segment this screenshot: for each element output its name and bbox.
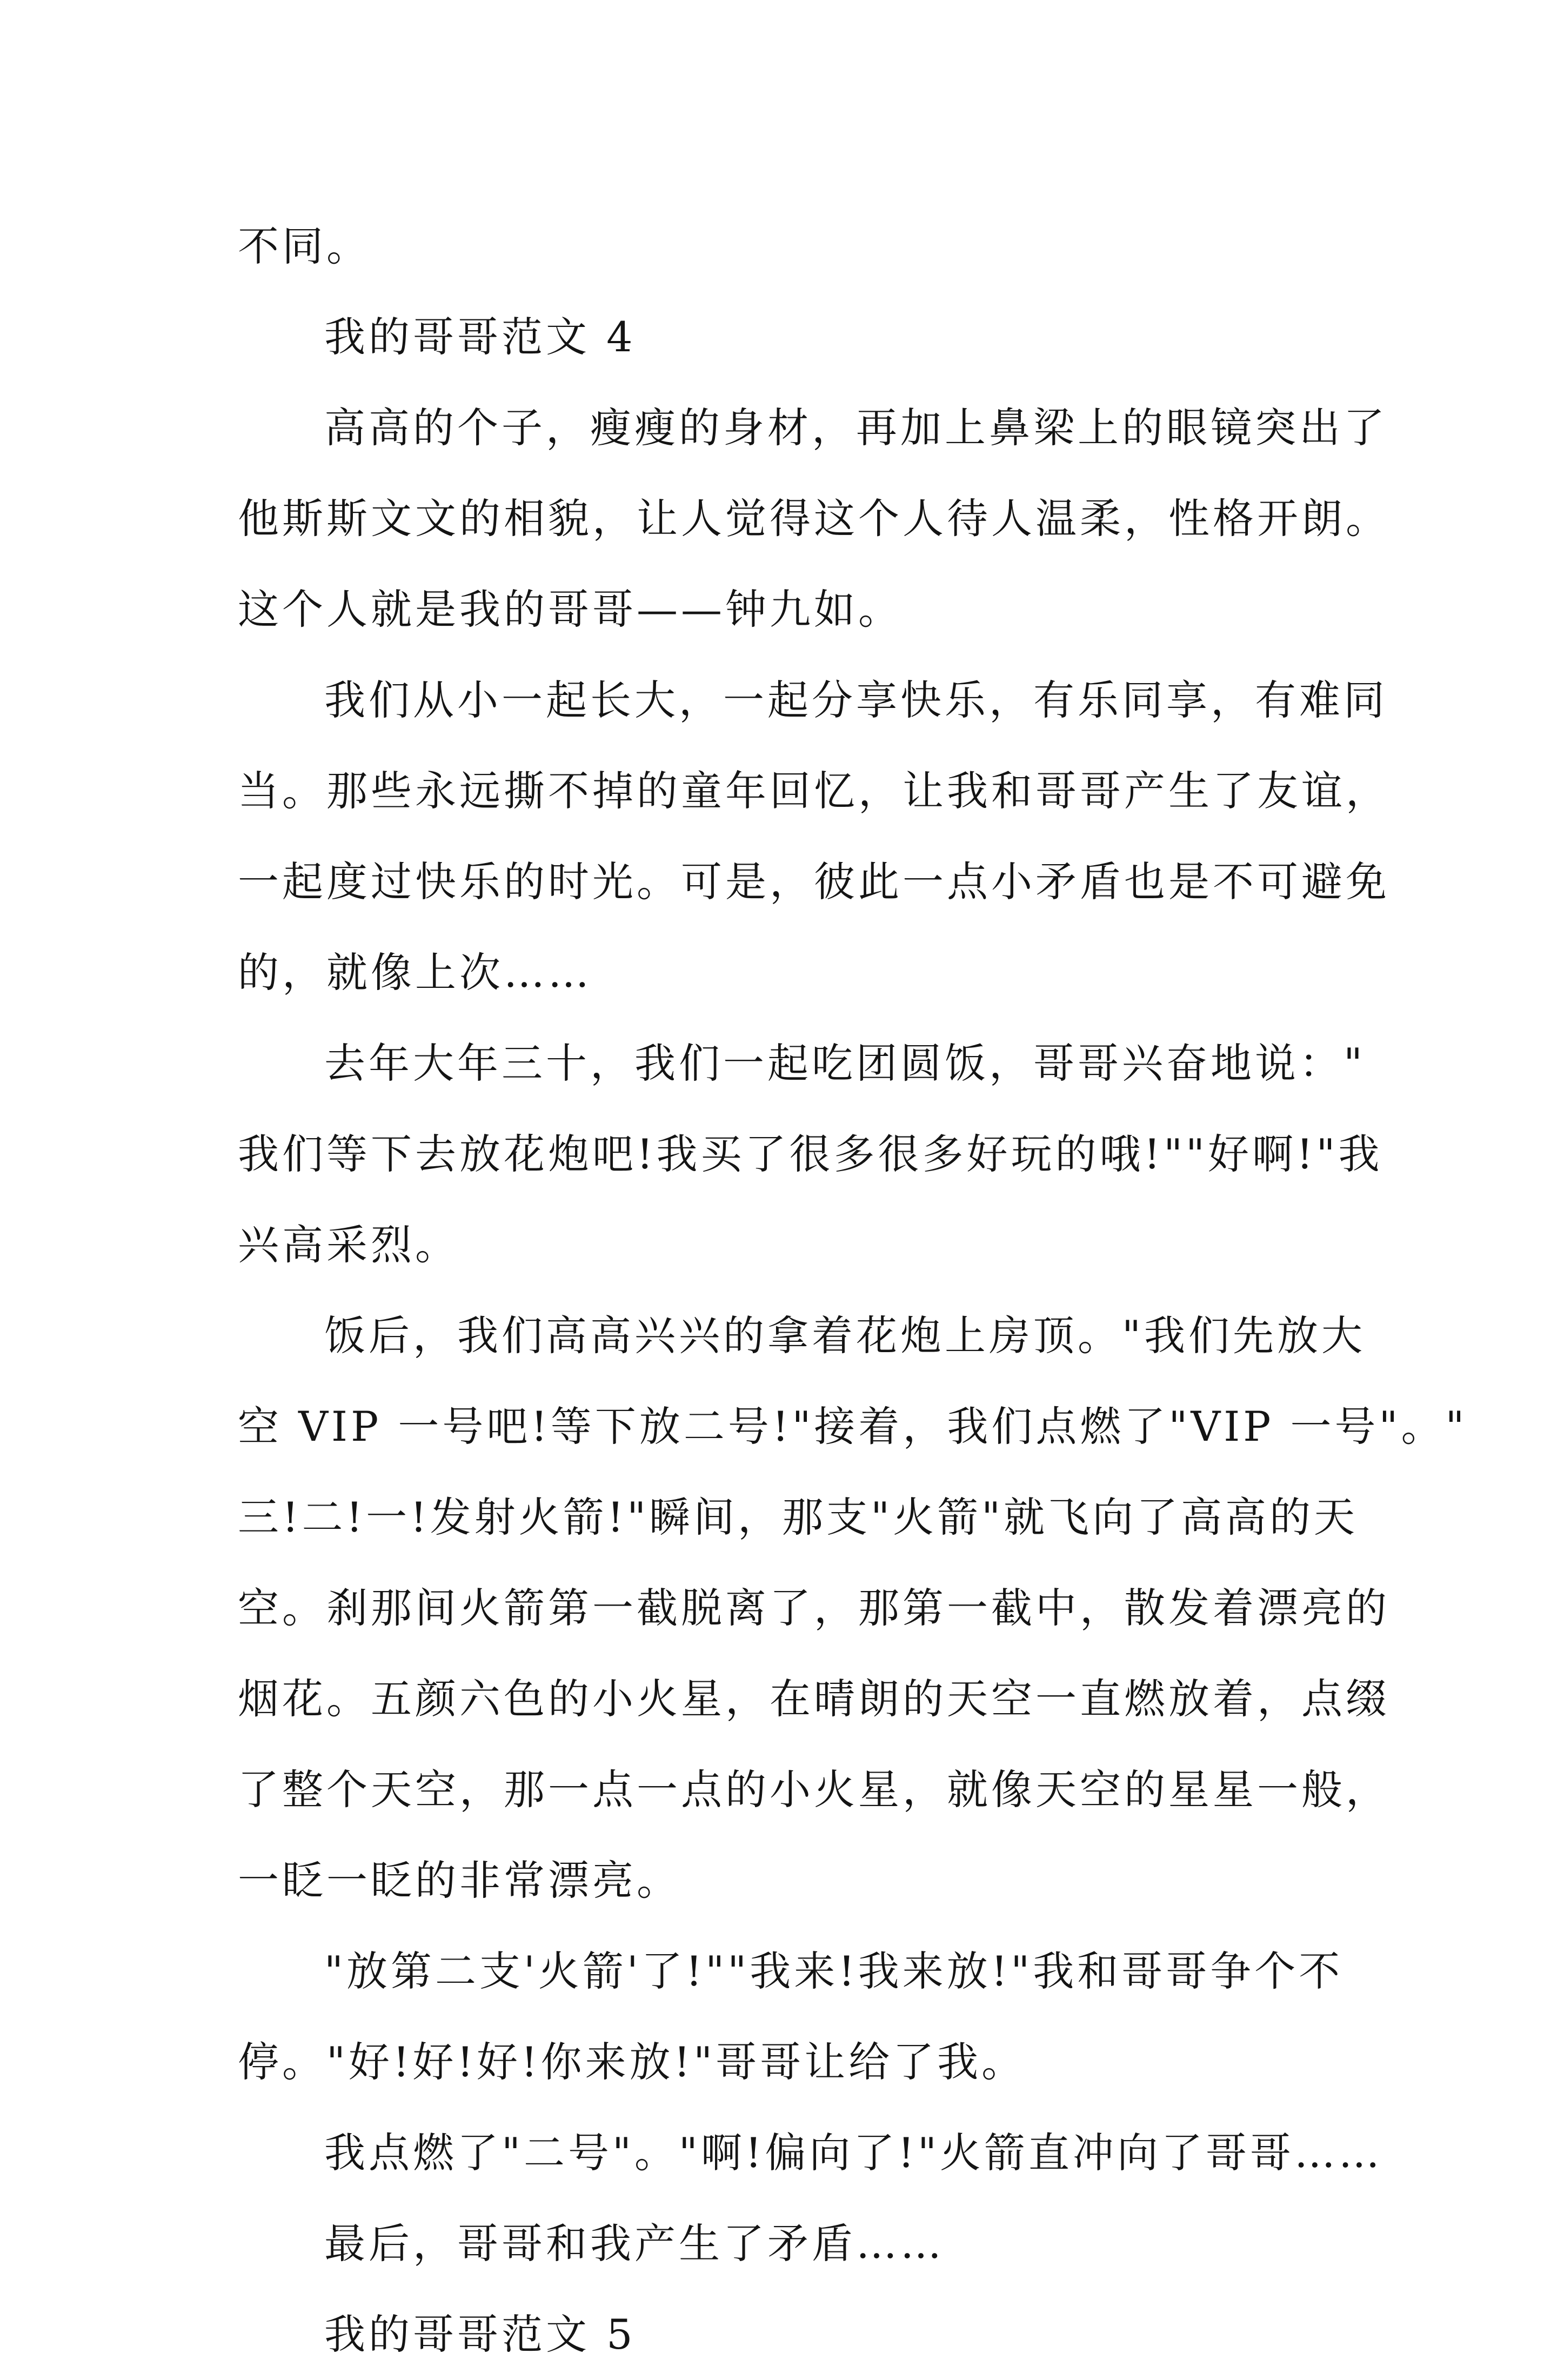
text-line: 一眨一眨的非常漂亮。 — [238, 1856, 681, 1904]
text-line: 我点燃了"二号"。"啊!偏向了!"火箭直冲向了哥哥…… — [324, 2129, 1383, 2177]
document-body — [238, 201, 1468, 2380]
text-line: 当。那些永远撕不掉的童年回忆，让我和哥哥产生了友谊， — [238, 767, 1390, 815]
text-line: 了整个天空，那一点一点的小火星，就像天空的星星一般， — [238, 1766, 1390, 1814]
text-line: 兴高采烈。 — [238, 1221, 459, 1269]
text-line: 不同。 — [238, 222, 371, 270]
text-line: 我们等下去放花炮吧!我买了很多很多好玩的哦!""好啊!"我 — [238, 1130, 1383, 1178]
text-line: "放第二支'火箭'了!""我来!我来放!"我和哥哥争个不 — [324, 1947, 1344, 1995]
text-line: 这个人就是我的哥哥——钟九如。 — [238, 585, 903, 633]
text-line: 停。"好!好!好!你来放!"哥哥让给了我。 — [238, 2038, 1026, 2086]
text-line: 空。刹那间火箭第一截脱离了，那第一截中，散发着漂亮的 — [238, 1584, 1390, 1632]
text-line: 去年大年三十，我们一起吃团圆饭，哥哥兴奋地说：" — [324, 1039, 1366, 1087]
text-line: 烟花。五颜六色的小火星，在晴朗的天空一直燃放着，点缀 — [238, 1675, 1390, 1723]
text-line: 他斯斯文文的相貌，让人觉得这个人待人温柔，性格开朗。 — [238, 494, 1390, 543]
text-line: 空 VIP 一号吧!等下放二号!"接着，我们点燃了"VIP 一号"。" — [238, 1402, 1468, 1450]
text-line: 一起度过快乐的时光。可是，彼此一点小矛盾也是不可避免 — [238, 858, 1390, 906]
text-line: 三!二!一!发射火箭!"瞬间，那支"火箭"就飞向了高高的天 — [238, 1493, 1359, 1541]
text-line: 我们从小一起长大，一起分享快乐，有乐同享，有难同 — [324, 676, 1388, 724]
text-line: 高高的个子，瘦瘦的身材，再加上鼻梁上的眼镜突出了 — [324, 404, 1388, 452]
section-heading: 我的哥哥范文 5 — [324, 2310, 636, 2358]
section-heading: 我的哥哥范文 4 — [324, 313, 636, 361]
text-line: 饭后，我们高高兴兴的拿着花炮上房顶。"我们先放大 — [324, 1312, 1366, 1360]
text-line: 最后，哥哥和我产生了矛盾…… — [324, 2219, 945, 2268]
text-line: 的，就像上次…… — [238, 948, 592, 997]
